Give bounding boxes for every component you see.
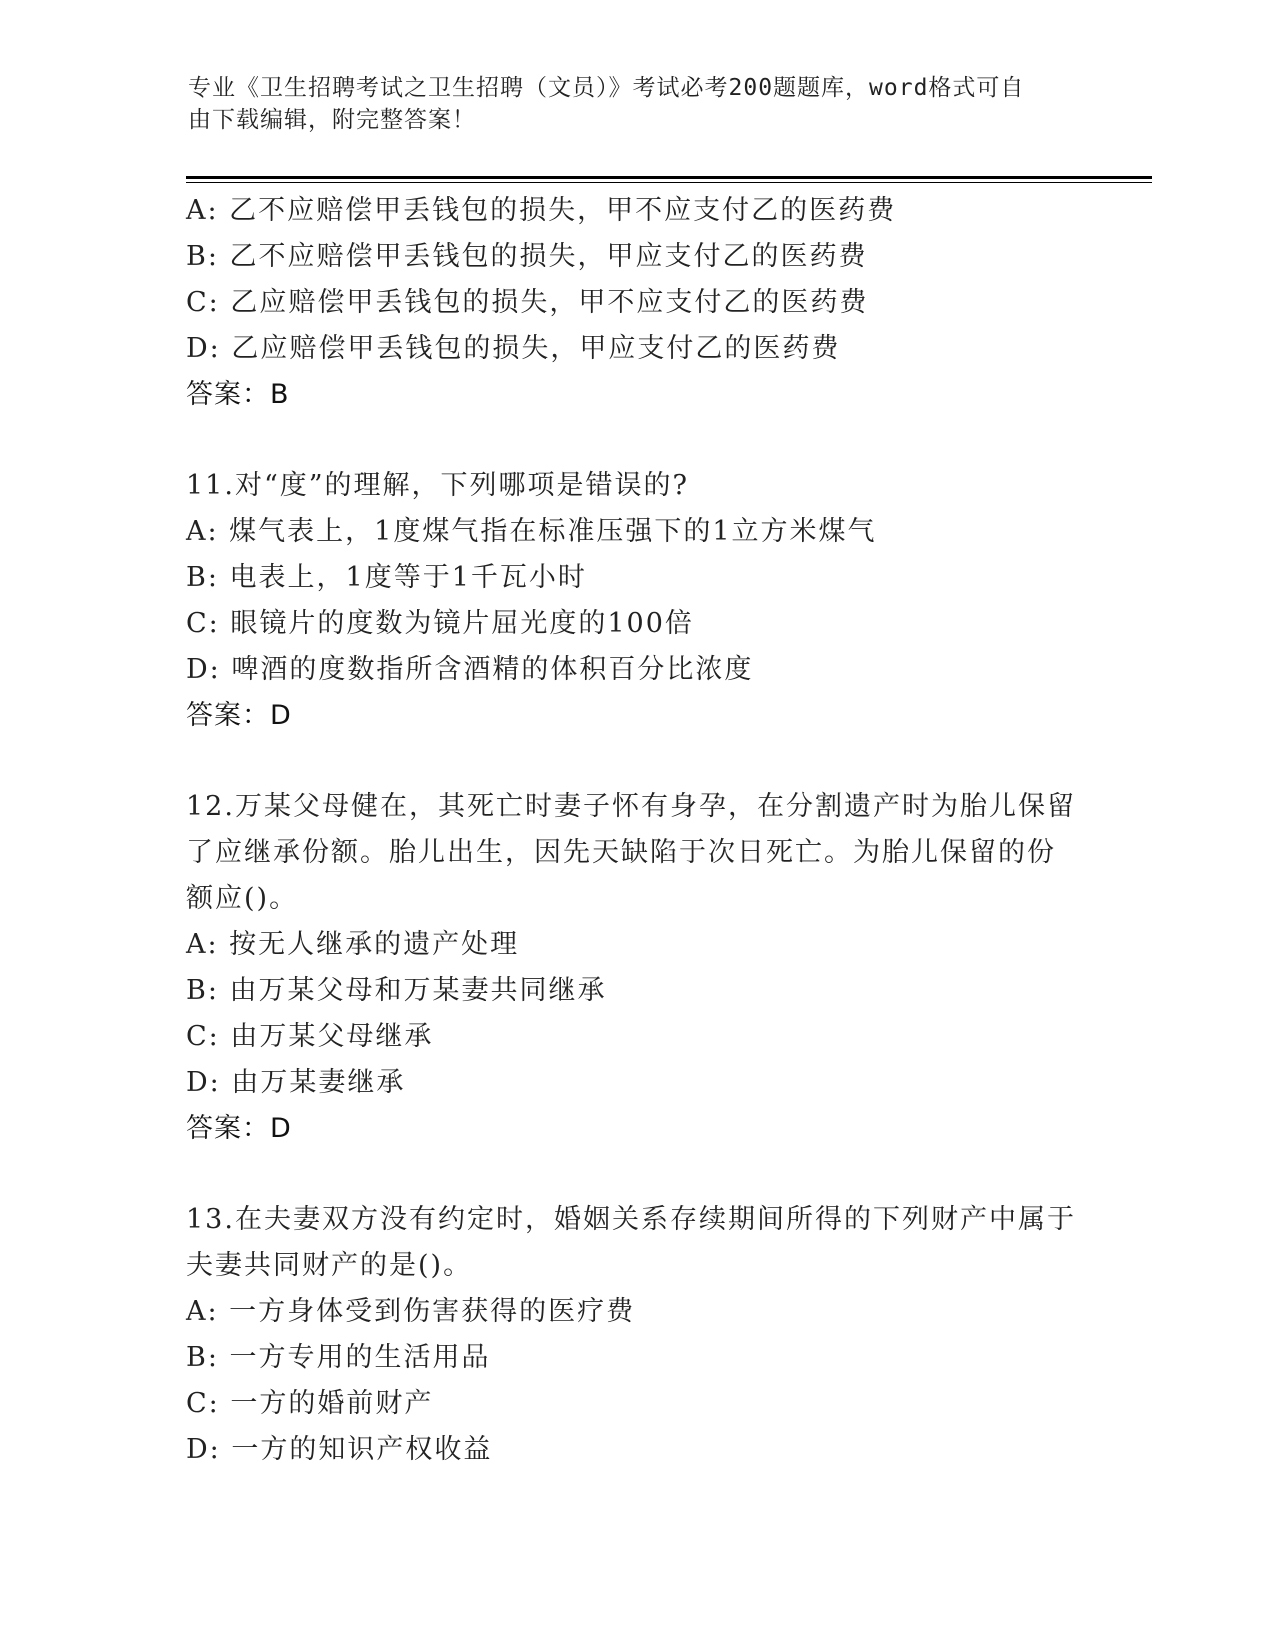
question-text-line: 夫妻共同财产的是()。 (186, 1250, 473, 1281)
option-b: B: 一方专用的生活用品 (186, 1342, 491, 1373)
option-c: C: 一方的婚前财产 (186, 1388, 434, 1419)
answer: 答案：D (186, 700, 292, 731)
option-a: A: 按无人继承的遗产处理 (186, 929, 520, 960)
answer: 答案：B (186, 379, 290, 410)
option-c: C: 眼镜片的度数为镜片屈光度的100倍 (186, 608, 694, 639)
answer: 答案：D (186, 1113, 292, 1144)
option-b: B: 电表上，1度等于1千瓦小时 (186, 562, 587, 593)
question-11 (186, 463, 1086, 739)
option-a: A: 一方身体受到伤害获得的医疗费 (186, 1296, 636, 1327)
option-b: B: 由万某父母和万某妻共同继承 (186, 975, 607, 1006)
question-text-line: 13.在夫妻双方没有约定时，婚姻关系存续期间所得的下列财产中属于 (186, 1204, 1076, 1235)
option-a: A: 煤气表上，1度煤气指在标准压强下的1立方米煤气 (186, 516, 877, 547)
option-d: D: 一方的知识产权收益 (186, 1434, 493, 1465)
header-line-1: 专业《卫生招聘考试之卫生招聘（文员）》考试必考200题题库，word格式可自 (188, 75, 1025, 101)
question-text-line: 12.万某父母健在，其死亡时妻子怀有身孕，在分割遗产时为胎儿保留 (186, 791, 1076, 822)
question-list (186, 188, 1086, 1473)
question-text: 11.对“度”的理解，下列哪项是错误的? (186, 470, 690, 501)
option-c: C: 由万某父母继承 (186, 1021, 434, 1052)
question-text-line: 额应()。 (186, 883, 299, 914)
option-c: C: 乙应赔偿甲丢钱包的损失，甲不应支付乙的医药费 (186, 287, 869, 318)
question-10 (186, 188, 1086, 418)
question-text-line: 了应继承份额。胎儿出生，因先天缺陷于次日死亡。为胎儿保留的份 (186, 837, 1056, 868)
header-rule-thick (186, 176, 1152, 179)
header-line-2: 由下载编辑，附完整答案！ (188, 107, 476, 133)
question-12 (186, 784, 1086, 1152)
option-a: A: 乙不应赔偿甲丢钱包的损失，甲不应支付乙的医药费 (186, 195, 897, 226)
option-b: B: 乙不应赔偿甲丢钱包的损失，甲应支付乙的医药费 (186, 241, 868, 272)
option-d: D: 啤酒的度数指所含酒精的体积百分比浓度 (186, 654, 754, 685)
option-d: D: 乙应赔偿甲丢钱包的损失，甲应支付乙的医药费 (186, 333, 841, 364)
header-rule-thin (186, 182, 1152, 183)
question-13 (186, 1197, 1086, 1473)
document-header (188, 72, 1068, 136)
option-d: D: 由万某妻继承 (186, 1067, 406, 1098)
